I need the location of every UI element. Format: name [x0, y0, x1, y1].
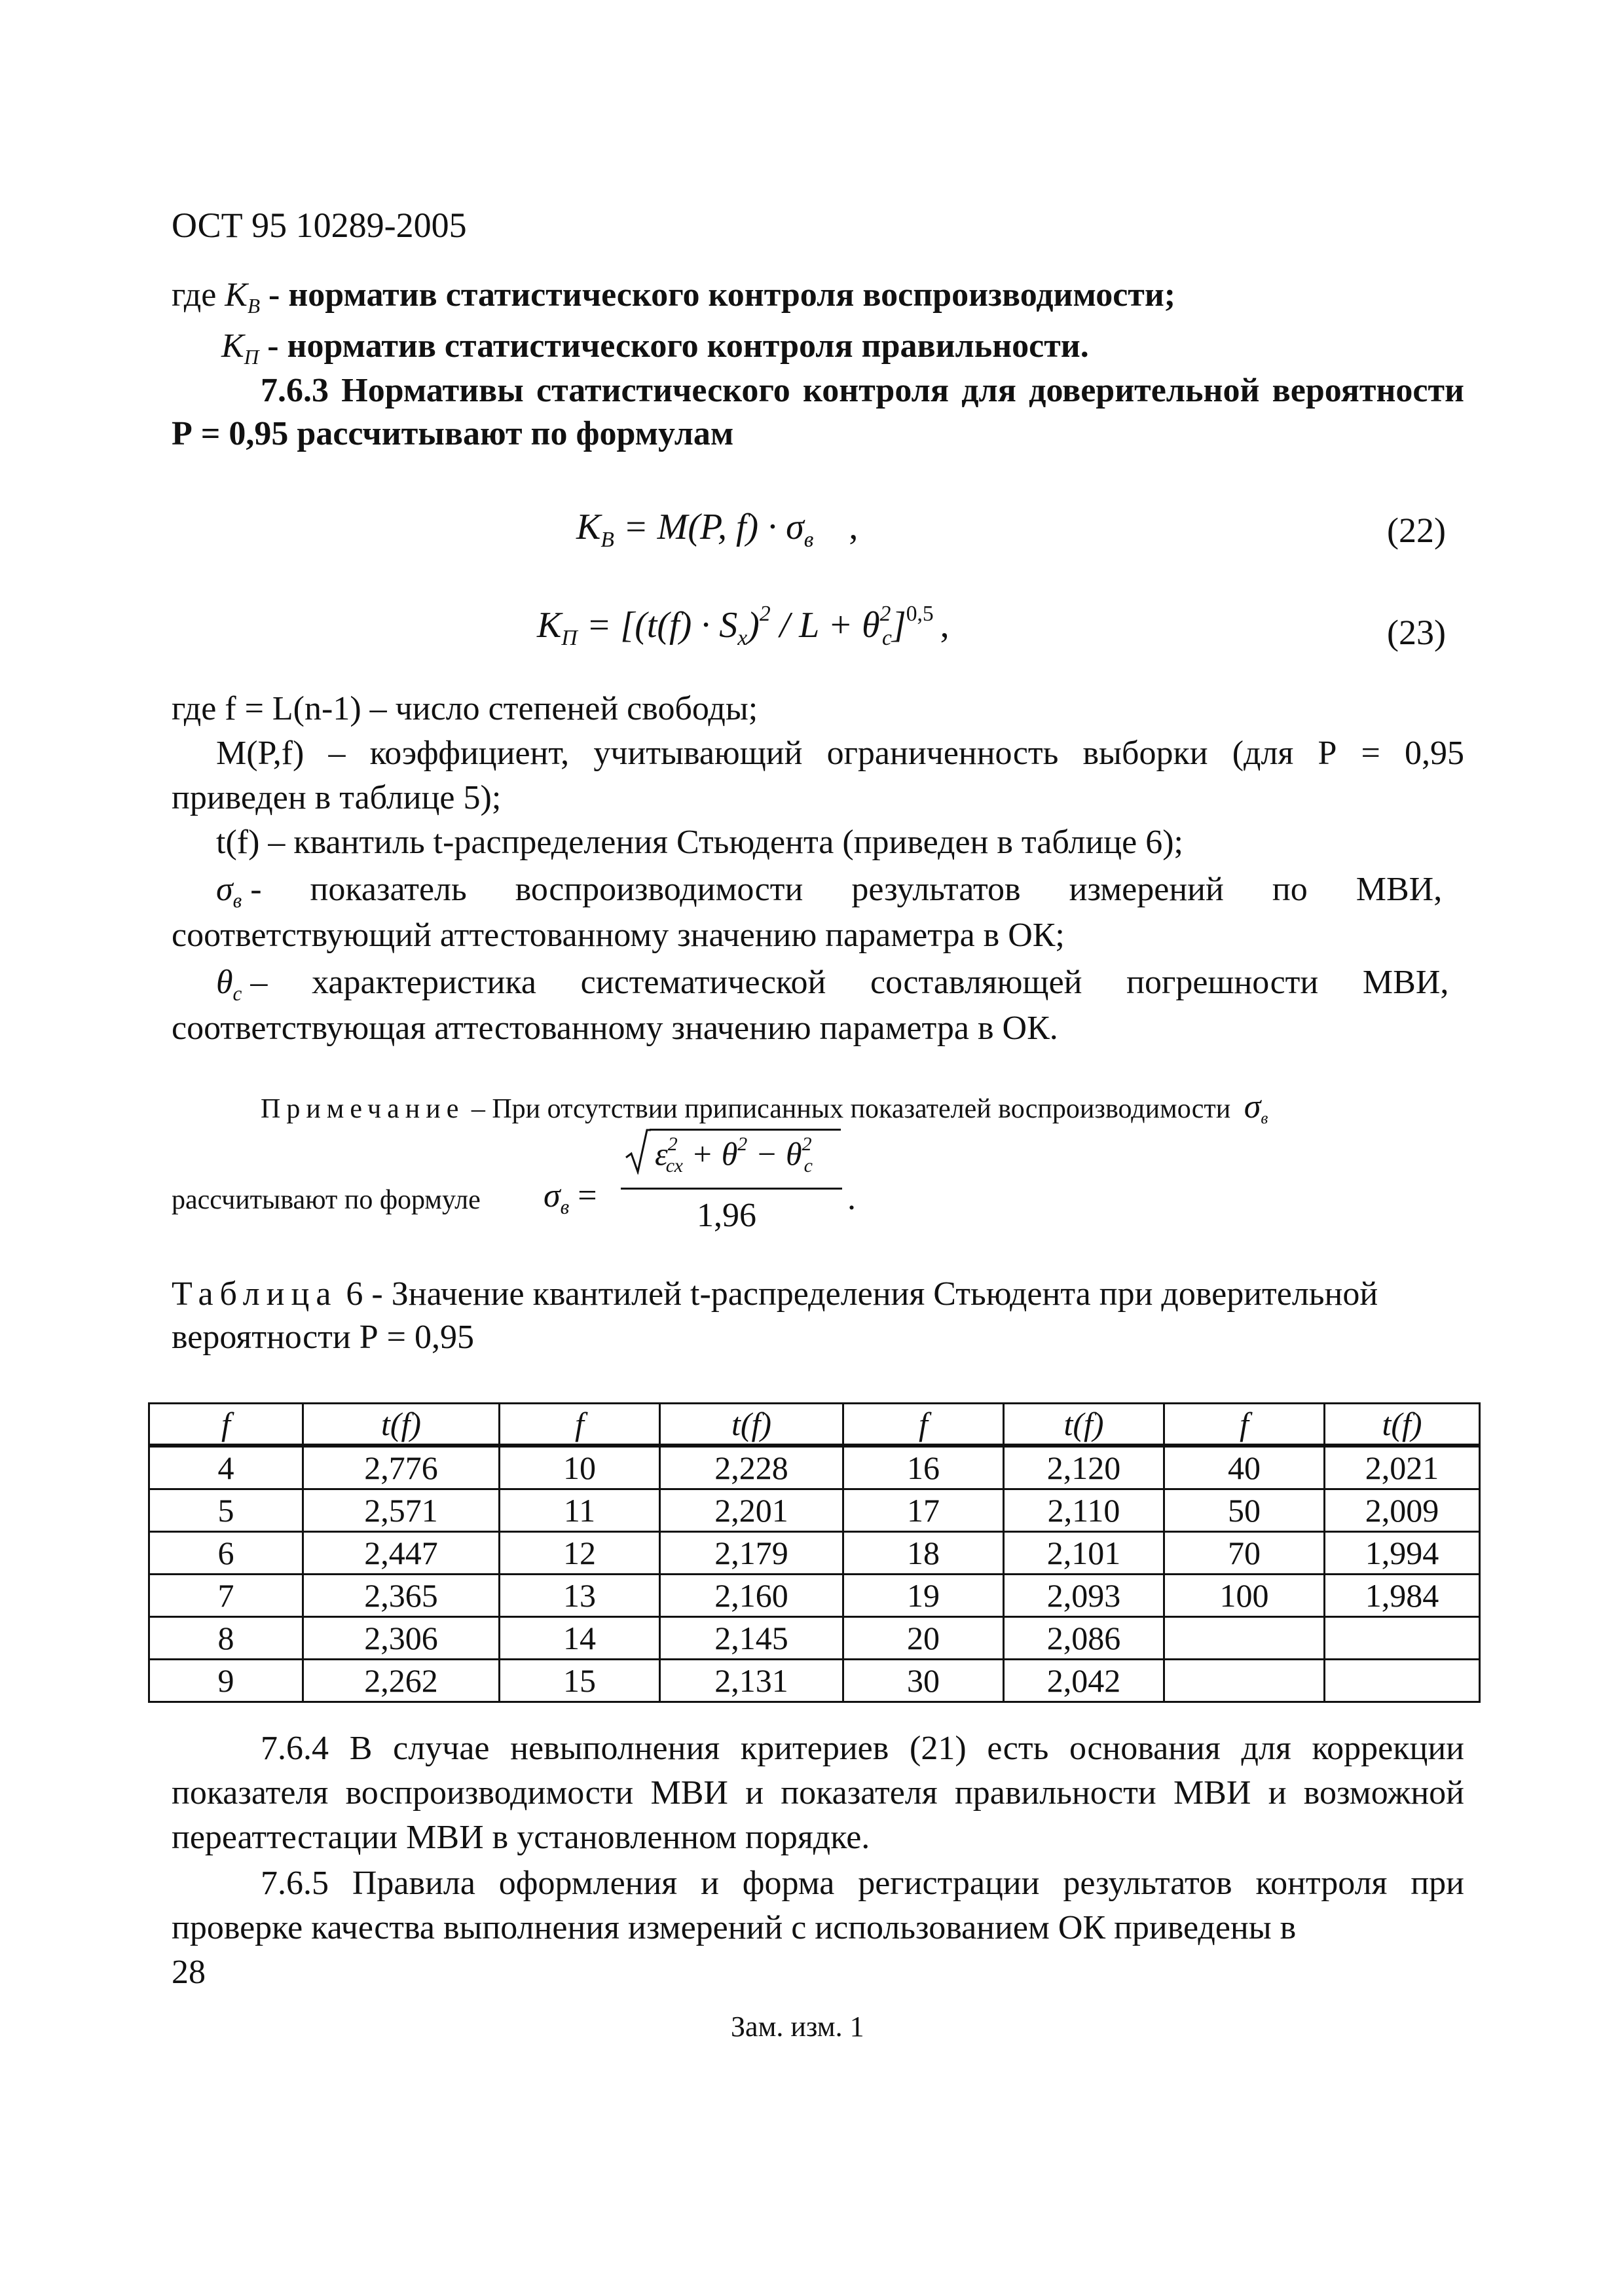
kp-symbol: K: [221, 327, 244, 365]
note-lhs-sigma: σ: [544, 1177, 561, 1214]
table-cell: 2,021: [1325, 1446, 1480, 1489]
num-theta: + θ: [682, 1135, 738, 1173]
formula-22: [576, 505, 858, 553]
sqrt-overline: [650, 1129, 841, 1131]
para-764-line1: 7.6.4 В случае невыполнения критериев (21) есть основания для коррекции: [261, 1730, 1464, 1767]
table-cell: 6: [149, 1532, 303, 1575]
table-header-cell: t(f): [303, 1404, 500, 1446]
table-cell: 2,201: [660, 1489, 843, 1532]
table-header-cell: f: [1164, 1404, 1325, 1446]
table-cell: 100: [1164, 1575, 1325, 1617]
kp-subscript: П: [244, 345, 259, 369]
where-word: где: [172, 276, 225, 314]
f23-theta-sub: c: [881, 625, 892, 650]
table-cell: 2,447: [303, 1532, 500, 1575]
definition-kp: [221, 326, 1089, 369]
table-row: [149, 1617, 1480, 1660]
note-calc-text: рассчитывают по формуле: [172, 1185, 481, 1215]
table-cell: 2,093: [1004, 1575, 1164, 1617]
table-cell: 4: [149, 1446, 303, 1489]
kp-text: - норматив статистического контроля правильности.: [259, 327, 1089, 365]
sigma-symbol: σ: [216, 871, 233, 908]
formula-23-number: (23): [1387, 613, 1446, 652]
formula-22-number: (22): [1387, 511, 1446, 550]
note-line1: [261, 1087, 1268, 1129]
table-row: [149, 1446, 1480, 1489]
table-cell: 20: [843, 1617, 1004, 1660]
sigma-sub: в: [232, 888, 242, 912]
table-cell: [1164, 1660, 1325, 1702]
page-number: 28: [172, 1954, 206, 1991]
table-header-cell: f: [149, 1404, 303, 1446]
table-cell: 14: [500, 1617, 660, 1660]
table-cell: 2,131: [660, 1660, 843, 1702]
table-header-cell: f: [843, 1404, 1004, 1446]
table-row: [149, 1575, 1480, 1617]
table-cell: 10: [500, 1446, 660, 1489]
para-765-line2: проверке качества выполнения измерений с использованием ОК приведены в: [172, 1909, 1297, 1946]
f22-rhs: = M(P, f) · σ: [623, 507, 804, 547]
table-cell: 30: [843, 1660, 1004, 1702]
amendment-note: Зам. изм. 1: [731, 2011, 864, 2043]
table-cell: 5: [149, 1489, 303, 1532]
fraction-bar: [621, 1188, 842, 1190]
f23-theta-sup: 2: [879, 602, 891, 626]
para-764-line2: показателя воспроизводимости МВИ и показателя правильности МВИ и возможной: [172, 1774, 1464, 1812]
table6-caption-text: 6 - Значение квантилей t-распределения Стьюдента при доверительной: [337, 1275, 1378, 1313]
f23-exponent: 0,5: [906, 602, 934, 626]
num-epsilon-sup: 2: [667, 1133, 678, 1155]
f23-lhs-sub: П: [561, 625, 578, 650]
table-cell: 2,042: [1004, 1660, 1164, 1702]
table-cell: 11: [500, 1489, 660, 1532]
table-header-cell: t(f): [660, 1404, 843, 1446]
table-cell: 19: [843, 1575, 1004, 1617]
table-row: [149, 1489, 1480, 1532]
para-765-line1: 7.6.5 Правила оформления и форма регистрации результатов контроля при: [261, 1865, 1464, 1902]
table-cell: 50: [1164, 1489, 1325, 1532]
f22-tail: ,: [849, 507, 858, 547]
note-sigma: σ: [1244, 1088, 1261, 1125]
definition-t: t(f) – квантиль t-распределения Стьюдента (приведен в таблице 6);: [216, 824, 1183, 861]
table-cell: 2,145: [660, 1617, 843, 1660]
table-cell: 18: [843, 1532, 1004, 1575]
table-cell: 13: [500, 1575, 660, 1617]
table-cell: 17: [843, 1489, 1004, 1532]
num-epsilon: ε: [655, 1135, 668, 1173]
table-cell: 2,179: [660, 1532, 843, 1575]
table-cell: 1,994: [1325, 1532, 1480, 1575]
table-cell: 2,110: [1004, 1489, 1164, 1532]
f22-rhs-sub: в: [803, 527, 814, 552]
f23-rhs-c: / L + θ: [770, 605, 880, 646]
note-period: .: [847, 1180, 856, 1217]
num-epsilon-sub: сх: [665, 1155, 683, 1176]
table-header-row: [149, 1404, 1480, 1446]
table-cell: 2,365: [303, 1575, 500, 1617]
theta-symbol: θ: [216, 964, 233, 1001]
f23-rhs-d: ]: [891, 605, 906, 646]
num-theta-c: − θ: [747, 1135, 802, 1173]
table-cell: 2,086: [1004, 1617, 1164, 1660]
table-row: [149, 1660, 1480, 1702]
table6-caption-line2: вероятности Р = 0,95: [172, 1319, 474, 1356]
table-header-cell: t(f): [1004, 1404, 1164, 1446]
definition-theta: [216, 962, 1464, 1006]
table6-caption-line1: [172, 1274, 1378, 1315]
table-cell: 2,228: [660, 1446, 843, 1489]
table-cell: 70: [1164, 1532, 1325, 1575]
table-cell: 2,160: [660, 1575, 843, 1617]
note-sigma-sub: в: [1261, 1109, 1268, 1127]
note-lhs-sub: в: [560, 1195, 570, 1218]
table-cell: [1325, 1617, 1480, 1660]
num-theta-sup: 2: [737, 1133, 748, 1155]
table-cell: 2,120: [1004, 1446, 1164, 1489]
f23-square: 2: [759, 602, 771, 626]
table-cell: 2,101: [1004, 1532, 1164, 1575]
table-cell: 16: [843, 1446, 1004, 1489]
kv-subscript: В: [247, 294, 261, 318]
theta-text: – характеристика систематической составляющей погрешности МВИ,: [250, 964, 1449, 1001]
sigma-text: - показатель воспроизводимости результатов измерений по МВИ,: [250, 871, 1443, 908]
definition-sigma: [216, 869, 1464, 913]
f23-tail: ,: [940, 605, 950, 646]
note-denominator: 1,96: [697, 1197, 756, 1234]
para-763-line2: Р = 0,95 рассчитывают по формулам: [172, 415, 734, 452]
para-764-line3: переаттестации МВИ в установленном порядке.: [172, 1819, 870, 1856]
kv-symbol: K: [225, 276, 248, 314]
kv-text: - норматив статистического контроля воспроизводимости;: [260, 276, 1176, 314]
table-cell: 2,306: [303, 1617, 500, 1660]
f22-lhs: K: [576, 507, 601, 547]
definition-m-line2: приведен в таблице 5);: [172, 779, 502, 816]
table-cell: [1325, 1660, 1480, 1702]
table-cell: 1,984: [1325, 1575, 1480, 1617]
f23-rhs-a-sub: x: [737, 625, 748, 650]
table6-caption-label: Таблица: [172, 1275, 338, 1313]
note-text: – При отсутствии приписанных показателей воспроизводимости: [464, 1094, 1231, 1124]
para-763-line1: 7.6.3 Нормативы статистического контроля для доверительной вероятности: [261, 372, 1464, 409]
num-theta-c-sup: 2: [802, 1133, 812, 1155]
note-lhs-eq: =: [578, 1177, 597, 1214]
f23-rhs-a: = [(t(f) · S: [586, 605, 738, 646]
note-sqrt: [625, 1127, 841, 1175]
f23-lhs: K: [537, 605, 562, 646]
note-formula-lhs: [544, 1176, 597, 1219]
table-cell: 9: [149, 1660, 303, 1702]
theta-sub: c: [232, 981, 242, 1005]
definition-kv: [172, 275, 1175, 318]
table-cell: 12: [500, 1532, 660, 1575]
definition-f: где f = L(n-1) – число степеней свободы;: [172, 690, 758, 727]
document-code: ОСТ 95 10289-2005: [172, 206, 467, 245]
table-cell: 7: [149, 1575, 303, 1617]
table-header-cell: f: [500, 1404, 660, 1446]
table-cell: 2,571: [303, 1489, 500, 1532]
sqrt-sign-icon: [625, 1127, 651, 1175]
num-theta-c-sub: c: [803, 1155, 813, 1176]
table-header-cell: t(f): [1325, 1404, 1480, 1446]
table-cell: 15: [500, 1660, 660, 1702]
note-numerator: [655, 1133, 813, 1178]
f23-rhs-b: ): [747, 605, 760, 646]
student-quantile-table: [148, 1402, 1481, 1703]
definition-m-line1: M(P,f) – коэффициент, учитывающий ограниченность выборки (для Р = 0,95: [216, 735, 1464, 772]
table-cell: 2,776: [303, 1446, 500, 1489]
note-label: Примечание: [261, 1094, 465, 1124]
table-cell: 40: [1164, 1446, 1325, 1489]
definition-sigma-line2: соответствующий аттестованному значению параметра в ОК;: [172, 917, 1065, 954]
table-cell: 8: [149, 1617, 303, 1660]
f22-lhs-sub: В: [600, 527, 614, 552]
formula-23: [537, 601, 950, 651]
table-cell: 2,009: [1325, 1489, 1480, 1532]
definition-theta-line2: соответствующая аттестованному значению параметра в ОК.: [172, 1010, 1058, 1047]
table-cell: [1164, 1617, 1325, 1660]
table-cell: 2,262: [303, 1660, 500, 1702]
table-row: [149, 1532, 1480, 1575]
